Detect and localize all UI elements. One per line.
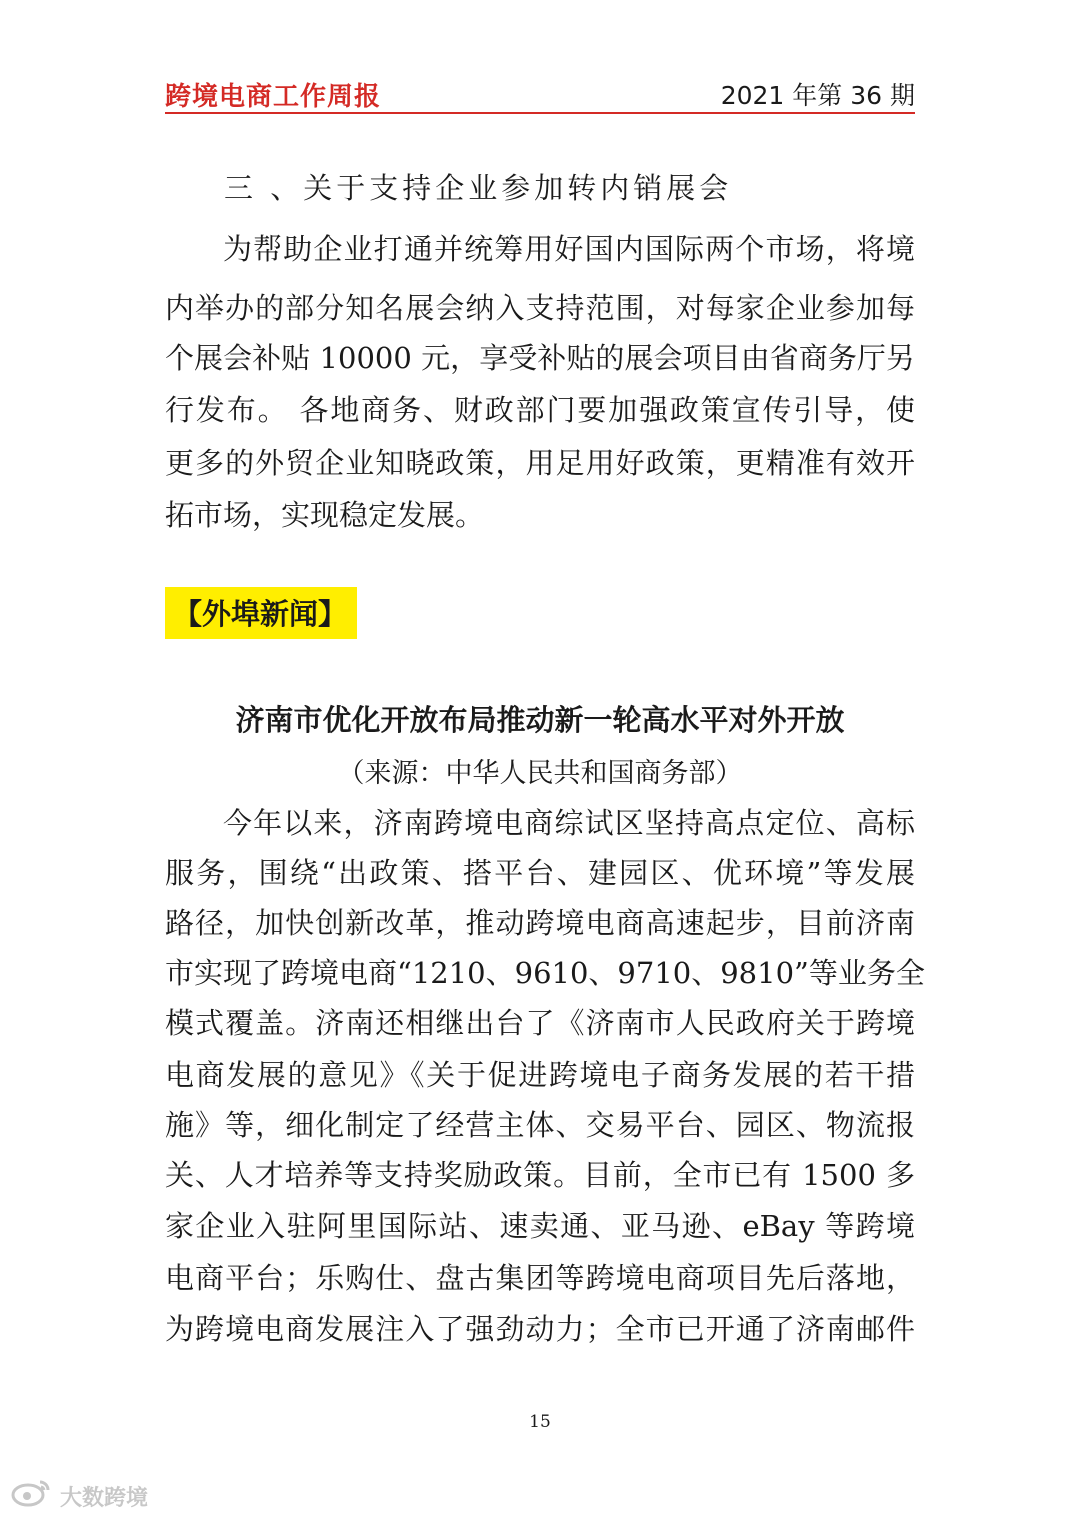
paragraph-line: 拓市场，实现稳定发展。 bbox=[165, 498, 485, 532]
article-title: 济南市优化开放布局推动新一轮高水平对外开放 bbox=[235, 703, 845, 737]
paragraph-line: 为跨境电商发展注入了强劲动力；全市已开通了济南邮件 bbox=[165, 1312, 915, 1346]
paragraph-line: 内举办的部分知名展会纳入支持范围，对每家企业参加每 bbox=[165, 291, 915, 325]
paragraph-line: 电商发展的意见》《关于促进跨境电子商务发展的若干措 bbox=[165, 1058, 915, 1092]
paragraph-line: 行发布。 各地商务、财政部门要加强政策宣传引导，使 bbox=[165, 393, 915, 427]
watermark bbox=[10, 1478, 148, 1514]
paragraph-line: 更多的外贸企业知晓政策，用足用好政策，更精准有效开 bbox=[165, 446, 915, 480]
paragraph-line: 施》等，细化制定了经营主体、交易平台、园区、物流报 bbox=[165, 1108, 915, 1142]
paragraph-line: 家企业入驻阿里国际站、速卖通、亚马逊、eBay 等跨境 bbox=[165, 1209, 915, 1243]
section-heading: 三 、关于支持企业参加转内销展会 bbox=[224, 171, 733, 205]
paragraph-line: 个展会补贴 10000 元，享受补贴的展会项目由省商务厅另 bbox=[165, 341, 915, 375]
page-header bbox=[165, 70, 915, 114]
paragraph-line: 服务，围绕“出政策、搭平台、建园区、优环境”等发展 bbox=[165, 856, 915, 890]
article-source: （来源：中华人民共和国商务部） bbox=[337, 758, 743, 789]
paragraph-line: 路径，加快创新改革，推动跨境电商高速起步，目前济南 bbox=[165, 906, 915, 940]
paragraph-line: 模式覆盖。济南还相继出台了《济南市人民政府关于跨境 bbox=[165, 1006, 915, 1040]
issue-number: 2021 年第 36 期 bbox=[720, 81, 915, 110]
section-tag: 【外埠新闻】 bbox=[165, 587, 357, 639]
weibo-eye-icon bbox=[10, 1478, 54, 1514]
watermark-text: 大数跨境 bbox=[60, 1485, 149, 1511]
paragraph-line: 关、人才培养等支持奖励政策。目前，全市已有 1500 多 bbox=[165, 1158, 915, 1192]
page-number: 15 bbox=[529, 1412, 551, 1432]
paragraph-line: 今年以来，济南跨境电商综试区坚持高点定位、高标 bbox=[223, 806, 915, 840]
paragraph-line: 电商平台；乐购仕、盘古集团等跨境电商项目先后落地， bbox=[165, 1261, 915, 1295]
report-title: 跨境电商工作周报 bbox=[165, 82, 382, 112]
paragraph-line: 市实现了跨境电商“1210、9610、9710、9810”等业务全 bbox=[165, 956, 925, 990]
paragraph-line: 为帮助企业打通并统筹用好国内国际两个市场，将境 bbox=[223, 232, 915, 266]
